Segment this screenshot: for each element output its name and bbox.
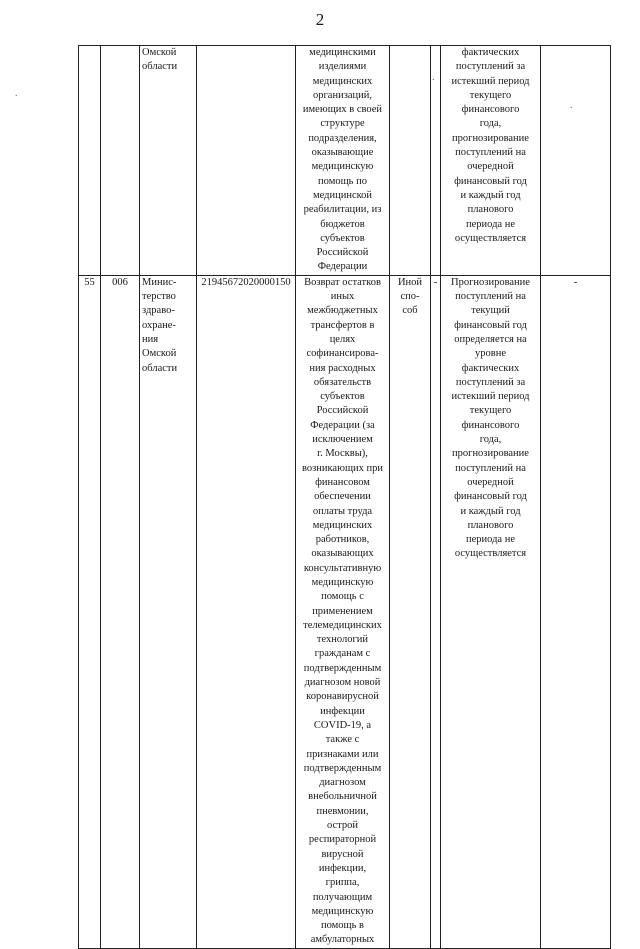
scan-speck: . bbox=[432, 72, 435, 83]
admin-code-cell: 006 bbox=[101, 275, 140, 948]
scan-speck: . bbox=[15, 88, 18, 99]
mark-cell: - bbox=[431, 275, 441, 948]
table-row bbox=[79, 46, 611, 276]
method-cell: Иной спо- соб bbox=[390, 275, 431, 948]
table-row bbox=[79, 275, 611, 948]
administrator-cell: Омской области bbox=[140, 46, 197, 276]
row-number-cell bbox=[79, 46, 101, 276]
kbk-code-cell: 21945672020000150 bbox=[197, 275, 296, 948]
extra-cell bbox=[541, 46, 611, 276]
forecast-cell: Прогнозирование поступлений на текущий финансовый год определяется на уровне фактических поступлений за истекший период текущего финансового года, прогнозирование поступлений на очередной финансовый год и каждый год планового периода не осуществляется bbox=[441, 275, 541, 948]
extra-cell: - bbox=[541, 275, 611, 948]
budget-table bbox=[78, 45, 611, 949]
page-number: 2 bbox=[315, 10, 325, 29]
income-name-cell: Возврат остатков иных межбюджетных трансфертов в целях софинансирова- ния расходных обязательств субъектов Российской Федерации (за исключением г. Москвы), возникающих при финансовом обеспечении оплаты труда медицинских работников, оказывающих консультативную медицинскую помощь с применением телемедицинских технологий гражданам с подтвержденным диагнозом новой коронавирусной инфекции COVID-19, а также с признаками или подтвержденным диагнозом внебольничной пневмонии, острой респираторной вирусной инфекции, гриппа, получающим медицинскую помощь в амбулаторных bbox=[296, 275, 390, 948]
method-cell bbox=[390, 46, 431, 276]
kbk-code-cell bbox=[197, 46, 296, 276]
administrator-cell: Минис- терство здраво- охране- ния Омской области bbox=[140, 275, 197, 948]
scan-speck: . bbox=[570, 100, 573, 111]
row-number-cell: 55 bbox=[79, 275, 101, 948]
admin-code-cell bbox=[101, 46, 140, 276]
income-name-cell: медицинскими изделиями медицинских организаций, имеющих в своей структуре подразделения, оказывающие медицинскую помощь по медицинской реабилитации, из бюджетов субъектов Российской Федерации bbox=[296, 46, 390, 276]
forecast-cell: фактических поступлений за истекший период текущего финансового года, прогнозирование поступлений на очередной финансовый год и каждый год планового периода не осуществляется bbox=[441, 46, 541, 276]
